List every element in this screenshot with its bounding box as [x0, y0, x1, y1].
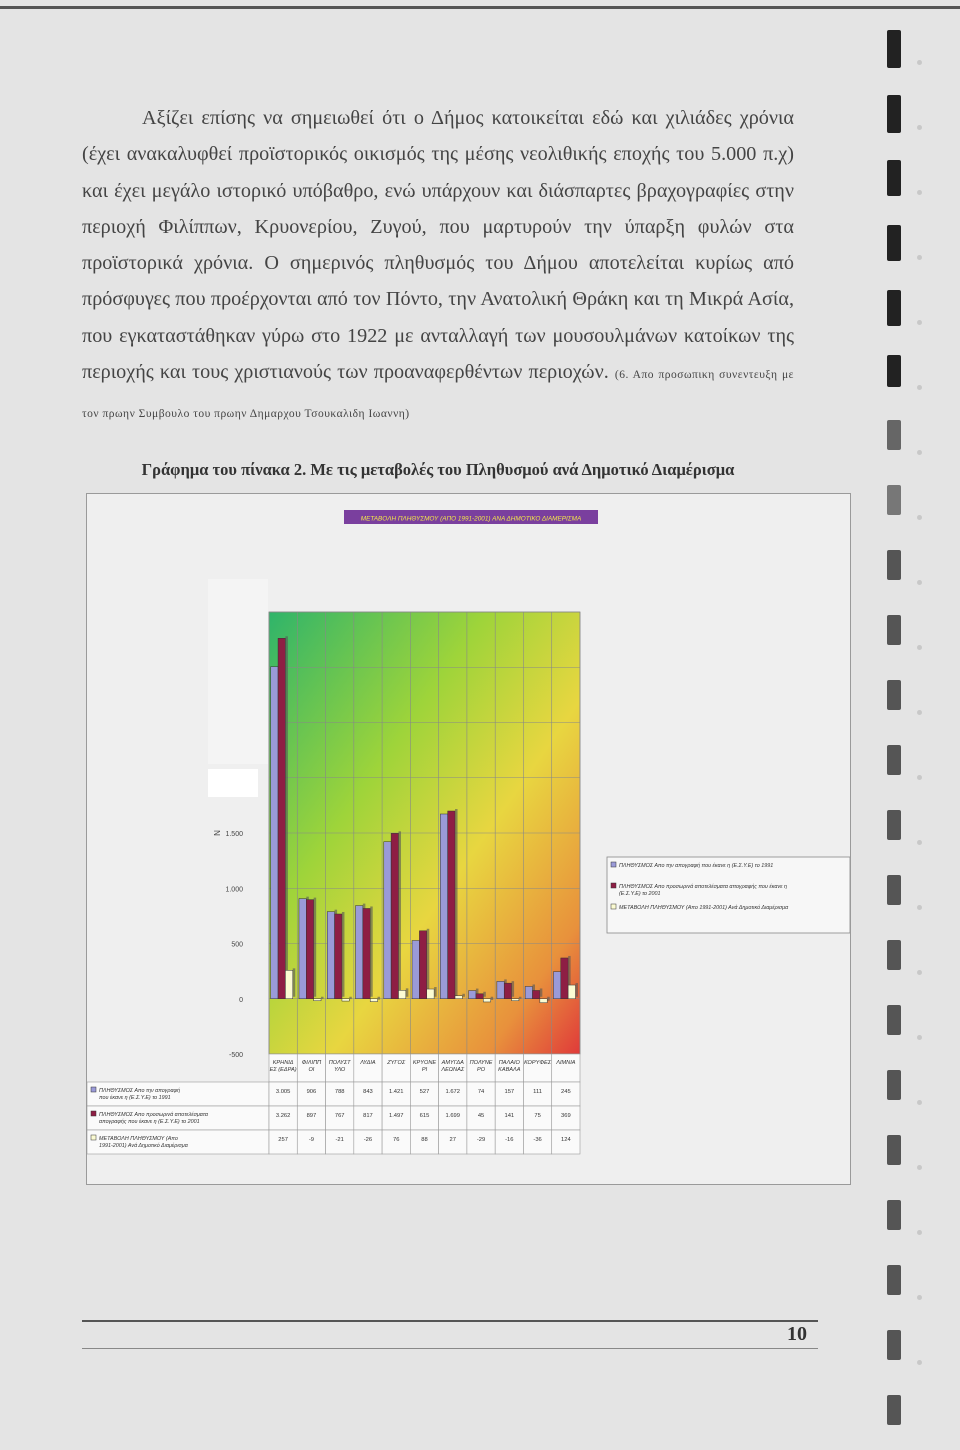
legend-label: ΠΛΗΘΥΣΜΟΣ Απο την απογραφή που έκανε η (Ε.Σ.Υ.Ε) το 1991	[619, 863, 774, 869]
table-header-cell	[552, 1054, 580, 1082]
table-row-label-cell	[87, 1130, 269, 1154]
table-value: -29	[476, 1137, 486, 1143]
table-value: 88	[421, 1137, 428, 1143]
bar-change	[427, 989, 434, 999]
bar-change	[568, 985, 575, 999]
bar-1991	[412, 941, 419, 999]
table-row-label: ΠΛΗΘΥΣΜΟΣ Απο προσωρινά αποτελέσματα απογραφής που έκανε η (Ε.Σ.Υ.Ε) το 2001	[99, 1112, 208, 1125]
bar-1991	[384, 842, 391, 999]
bar-change	[483, 999, 490, 1002]
table-value: 141	[504, 1113, 515, 1119]
bar-shadow	[427, 929, 430, 997]
bar-change	[314, 999, 321, 1001]
table-value: 843	[363, 1089, 373, 1095]
chart-container	[86, 493, 851, 1185]
y-tick-label: 1.000	[225, 886, 243, 894]
bar-1991	[553, 972, 560, 999]
chart-title: ΜΕΤΑΒΟΛΗ ΠΛΗΘΥΣΜΟΥ (ΑΠΟ 1991-2001) ΑΝΑ ΔΗΜΟΤΙΚΟ ΔΙΑΜΕΡΙΣΜΑ	[360, 515, 582, 523]
table-value: 111	[533, 1089, 542, 1095]
bar-change	[370, 999, 377, 1002]
table-value: 1.699	[445, 1113, 461, 1119]
y-tick-label: -500	[228, 1052, 243, 1059]
bar-1991	[356, 906, 363, 999]
category-label: ΑΜΥΓΔΑ ΛΕΩΝΑΣ	[441, 1060, 465, 1073]
bar-shadow	[378, 997, 381, 1000]
bar-shadow	[342, 912, 345, 997]
table-value: 1.672	[445, 1089, 461, 1095]
bar-change	[455, 996, 462, 999]
table-row-label-cell	[87, 1082, 269, 1106]
table-row-label: ΜΕΤΑΒΟΛΗ ΠΛΗΘΥΣΜΟΥ (Απο 1991-2001) Ανά Δημοτικό Διαμέρισμα	[99, 1136, 188, 1149]
bar-2001	[419, 931, 426, 999]
bar-2001	[278, 638, 285, 998]
table-value: 906	[306, 1089, 317, 1095]
table-value: 257	[278, 1137, 288, 1143]
table-value: 74	[477, 1089, 485, 1095]
bar-shadow	[519, 997, 522, 999]
population-chart	[87, 494, 850, 1184]
category-label: ΠΟΛΥΣΤ ΥΛΟ	[328, 1060, 351, 1073]
y-axis-label: N	[213, 830, 222, 836]
table-value: 75	[534, 1113, 541, 1119]
bar-shadow	[370, 906, 373, 996]
table-header-cell	[354, 1054, 382, 1082]
legend-swatch	[611, 862, 616, 867]
bar-2001	[335, 914, 342, 999]
bar-change	[342, 999, 349, 1001]
bar-shadow	[547, 997, 550, 1001]
y-tick-label: 1.500	[225, 831, 243, 838]
table-value: -9	[308, 1137, 314, 1143]
citation-text: (6. Απο προσωπικη συνεντευξη με τον πρωην Συμβουλο του πρωην Δημαρχου Τσουκαλιδη Ιωαννη)	[82, 369, 795, 421]
bar-shadow	[491, 997, 494, 1000]
bar-shadow	[321, 997, 324, 999]
table-value: 817	[363, 1113, 373, 1119]
legend-swatch	[611, 904, 616, 909]
table-value: -36	[533, 1137, 542, 1143]
table-value: 76	[393, 1137, 400, 1143]
bar-shadow	[462, 994, 465, 997]
bar-shadow	[483, 992, 486, 997]
table-value: 1.497	[388, 1113, 404, 1119]
bar-2001	[533, 990, 540, 998]
legend-label: ΜΕΤΑΒΟΛΗ ΠΛΗΘΥΣΜΟΥ (Απο 1991-2001) Ανά Δημοτικό Διαμέρισμα	[619, 905, 789, 911]
bar-2001	[391, 833, 398, 998]
category-label: ΠΟΛΥΝΕ ΡΟ	[469, 1060, 493, 1073]
figure-caption	[82, 460, 794, 480]
bar-2001	[561, 958, 568, 999]
bar-shadow	[455, 809, 458, 997]
bar-1991	[299, 899, 306, 999]
table-value: 767	[334, 1113, 345, 1119]
bar-shadow	[398, 831, 401, 996]
table-value: 3.005	[275, 1089, 291, 1095]
bar-shadow	[540, 988, 543, 996]
bar-1991	[271, 667, 278, 999]
table-value: 1.421	[388, 1089, 404, 1095]
legend-swatch	[611, 883, 616, 888]
footer-line-thin	[82, 1348, 818, 1349]
bar-1991	[469, 991, 476, 999]
legend-swatch	[91, 1087, 96, 1092]
bar-change	[540, 999, 547, 1003]
bar-shadow	[314, 898, 317, 997]
bar-2001	[504, 983, 511, 999]
y-tick-label: 500	[231, 941, 243, 949]
bar-2001	[363, 908, 370, 998]
top-edge-line	[0, 6, 960, 9]
table-value: 245	[561, 1089, 571, 1095]
legend-swatch	[91, 1135, 96, 1140]
table-value: 124	[561, 1137, 571, 1143]
category-label: ΛΙΜΝΙΑ	[556, 1060, 576, 1066]
category-label: ΚΟΡΥΦΕΣ	[524, 1060, 552, 1066]
table-value: 369	[561, 1113, 571, 1119]
table-row-label-cell	[87, 1106, 269, 1130]
paragraph-text: Αξίζει επίσης να σημειωθεί ότι ο Δήμος κατοικείται εδώ και χιλιάδες χρόνια (έχει ανακαλυφθεί προϊστορικός οικισμός της μέσης νεολιθικής εποχής του 5.000 π.χ) και έχει μεγάλο ιστορικό υπόβαθρο, ενώ υπάρχουν και διάσπαρτες βραχογραφίες στην περιοχή Φιλίππων, Κρυονερίου, Ζυγού, που μαρτυρούν την ύπαρξη φυλών στα προϊστορικά χρόνια. Ο σημερινός πληθυσμός του Δήμου αποτελείται κυρίως από πρόσφυγες που προέρχονται από τον Πόντο, την Ανατολική Θράκη και τη Μικρά Ασία, που εγκαταστάθηκαν γύρω στο 1922 με ανταλλαγή των μουσουλμάνων κατοίκων της περιοχής και τους χριστιανούς των προαναφερθέντων περιοχών.	[82, 107, 794, 384]
bar-shadow	[406, 988, 409, 996]
bar-shadow	[349, 997, 352, 999]
table-value: -26	[363, 1137, 373, 1143]
category-label: ΦΙΛΙΠΠ ΟΙ	[301, 1060, 322, 1073]
bar-shadow	[512, 981, 514, 997]
table-header-cell	[523, 1054, 551, 1082]
footer-line	[82, 1320, 818, 1322]
bar-2001	[306, 900, 313, 999]
category-label: ΚΡΥΟΝΕ ΡΙ	[412, 1060, 437, 1073]
main-paragraph	[82, 100, 794, 433]
category-label: ΚΡΗΝΙΔ ΕΣ (ΕΔΡΑ)	[269, 1060, 297, 1073]
table-value: 157	[504, 1089, 515, 1095]
table-value: 527	[419, 1089, 430, 1095]
table-row-label: ΠΛΗΘΥΣΜΟΣ Απο την απογραφή που έκανε η (Ε.Σ.Υ.Ε) το 1991	[99, 1088, 181, 1101]
chart-white-patch	[208, 769, 258, 797]
bar-shadow	[293, 968, 296, 996]
category-label: ΛΥΔΙΑ	[360, 1060, 376, 1066]
bar-shadow	[285, 636, 288, 996]
bar-1991	[497, 981, 504, 998]
bar-1991	[525, 986, 532, 998]
table-value: 27	[449, 1137, 456, 1143]
y-tick-label: 0	[239, 996, 243, 1004]
page-number: 10	[787, 1323, 807, 1345]
table-value: -21	[335, 1137, 344, 1143]
spiral-binding	[875, 0, 960, 1450]
chart-left-panel	[208, 579, 268, 764]
table-value: 788	[334, 1089, 345, 1095]
legend-swatch	[91, 1111, 96, 1116]
bar-change	[398, 990, 405, 998]
table-value: -16	[505, 1137, 514, 1143]
bar-1991	[327, 912, 334, 999]
bar-change	[512, 999, 519, 1001]
bar-shadow	[575, 983, 578, 997]
category-label: ΠΑΛΑΙΟ ΚΑΒΑΛΑ	[498, 1060, 521, 1073]
bar-2001	[448, 811, 455, 999]
table-value: 897	[306, 1113, 317, 1119]
bar-2001	[476, 994, 483, 999]
table-value: 45	[477, 1113, 485, 1119]
table-value: 3.262	[275, 1113, 291, 1119]
bar-change	[285, 970, 292, 998]
category-label: ΖΥΓΟΣ	[387, 1060, 406, 1066]
figure-caption-text: Γράφημα του πίνακα 2. Με τις μεταβολές του Πληθυσμού ανά Δημοτικό Διαμέρισμα	[141, 460, 735, 479]
table-value: 615	[419, 1113, 430, 1119]
bar-1991	[440, 814, 447, 999]
legend-label: ΠΛΗΘΥΣΜΟΣ Απο προσωρινά αποτελέσματα απογραφής που έκανε η (Ε.Σ.Υ.Ε) το 2001	[619, 884, 788, 897]
table-header-cell	[382, 1054, 410, 1082]
bar-shadow	[434, 987, 437, 997]
